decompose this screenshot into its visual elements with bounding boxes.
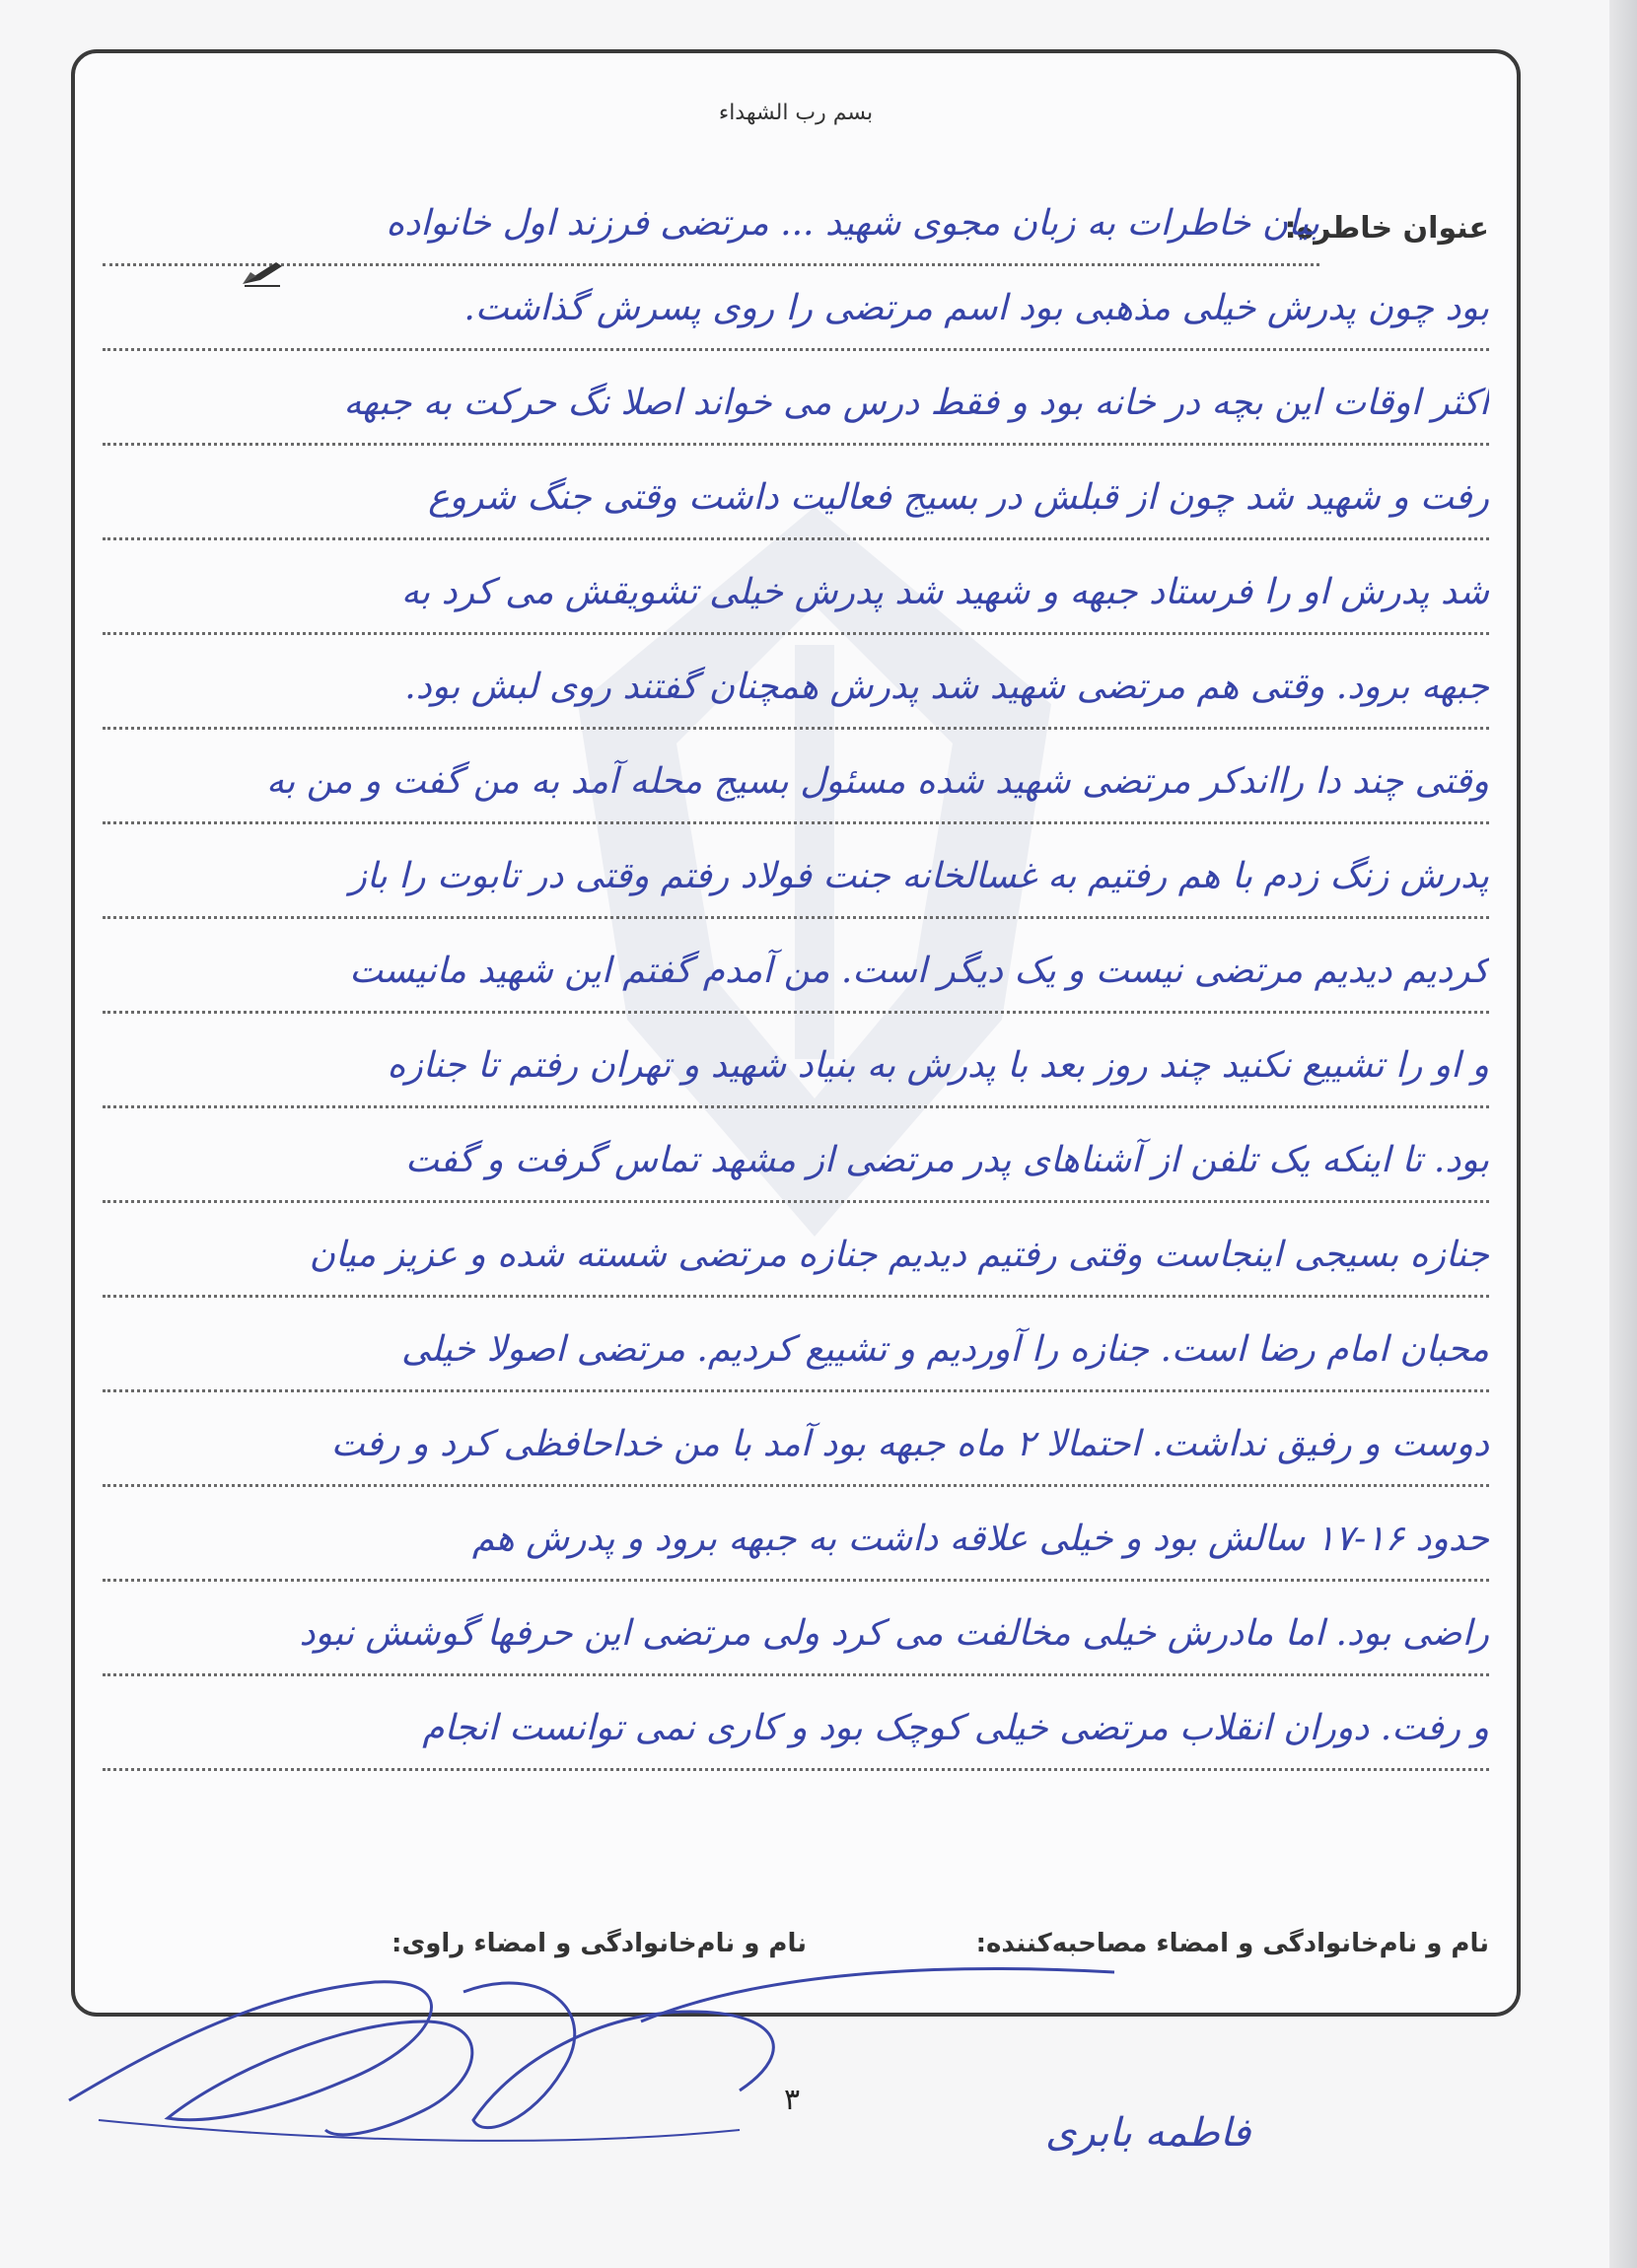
memoir-line: پدرش زنگ زدم با هم رفتیم به غسالخانه جنت فولاد رفتم وقتی در تابوت را باز [103, 834, 1489, 919]
memoir-line: رفت و شهید شد چون از قبلش در بسیج فعالیت داشت وقتی جنگ شروع [103, 456, 1489, 540]
memoir-line: بیان خاطرات به زبان مجوی شهید ... مرتضی فرزند اول خانواده [103, 181, 1319, 266]
form-frame [71, 49, 1521, 2017]
memoir-line: شد پدرش او را فرستاد جبهه و شهید شد پدرش خیلی تشویقش می کرد به [103, 550, 1489, 635]
signature-scribble-icon [49, 1952, 1134, 2179]
memoir-line: راضی بود. اما مادرش خیلی مخالفت می کرد ولی مرتضی این حرفها گوشش نبود [103, 1592, 1489, 1676]
page-number: ۳ [784, 2083, 801, 2117]
memoir-line: جنازه بسیجی اینجاست وقتی رفتیم دیدیم جنازه مرتضی شسته شده و عزیز میان [103, 1213, 1489, 1298]
memoir-line: کردیم دیدیم مرتضی نیست و یک دیگر است. من آمدم گفتم این شهید مانیست [103, 929, 1489, 1014]
memoir-line: حدود ۱۶-۱۷ سالش بود و خیلی علاقه داشت به جبهه برود و پدرش هم [103, 1497, 1489, 1582]
memoir-line: دوست و رفیق نداشت. احتمالا ۲ ماه جبهه بود آمد با من خداحافظی کرد و رفت [103, 1402, 1489, 1487]
pen-hand-icon [241, 258, 284, 288]
memoir-line: محبان امام رضا است. جنازه را آوردیم و تشییع کردیم. مرتضی اصولا خیلی [103, 1308, 1489, 1392]
memoir-line: بود. تا اینکه یک تلفن از آشناهای پدر مرتضی از مشهد تماس گرفت و گفت [103, 1118, 1489, 1203]
memoir-line: و رفت. دوران انقلاب مرتضی خیلی کوچک بود و کاری نمی توانست انجام [103, 1686, 1489, 1771]
basmala-header: بسم رب الشهداء [718, 101, 874, 125]
narrator-signature-label: نام و نام‌خانوادگی و امضاء راوی: [391, 1929, 807, 1958]
interviewer-signature-label: نام و نام‌خانوادگی و امضاء مصاحبه‌کننده: [975, 1929, 1489, 1958]
memoir-line: و او را تشییع نکنید چند روز بعد با پدرش به بنیاد شهید و تهران رفتم تا جنازه [103, 1024, 1489, 1108]
memoir-title-label: عنوان خاطره: [1284, 211, 1489, 246]
memoir-line: جبهه برود. وقتی هم مرتضی شهید شد پدرش همچنان گفتند روی لبش بود. [103, 645, 1489, 730]
memoir-line: بود چون پدرش خیلی مذهبی بود اسم مرتضی را روی پسرش گذاشت. [103, 266, 1489, 351]
memoir-line: اکثر اوقات این بچه در خانه بود و فقط درس می خواند اصلا نگ حرکت به جبهه [103, 361, 1489, 446]
paper-edge [1609, 0, 1637, 2268]
signature-name: فاطمه بابری [1045, 2110, 1251, 2156]
memoir-line: وقتی چند دا رااندکر مرتضی شهید شده مسئول بسیج محله آمد به من گفت و من به [103, 740, 1489, 824]
